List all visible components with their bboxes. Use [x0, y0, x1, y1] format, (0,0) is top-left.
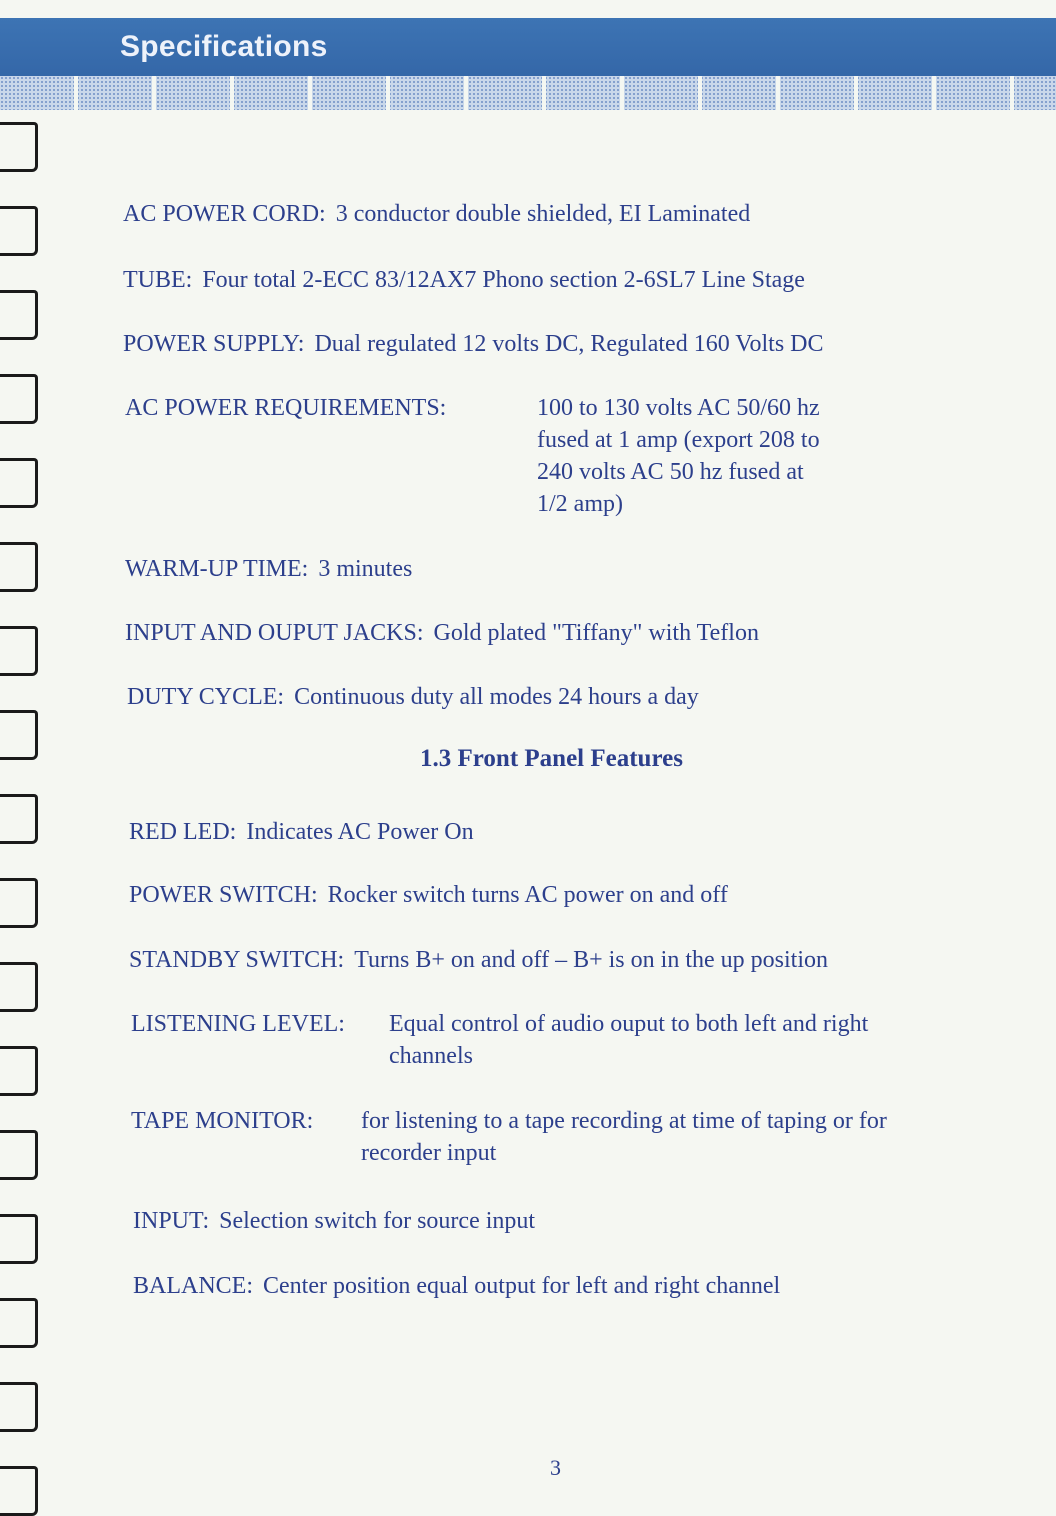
spec-label: DUTY CYCLE: [127, 684, 285, 710]
feature-value: Turns B+ on and off – B+ is on in the up position [354, 947, 828, 973]
decorative-pattern-strip [0, 76, 1056, 110]
spec-value: Four total 2-ECC 83/12AX7 Phono section 2-6SL7 Line Stage [202, 267, 805, 293]
feature-value-line: recorder input [361, 1140, 497, 1166]
spec-label: INPUT AND OUPUT JACKS: [125, 620, 424, 646]
feature-value-line: for listening to a tape recording at time of taping or for [361, 1108, 887, 1134]
spec-jacks [125, 617, 759, 649]
feature-value: Rocker switch turns AC power on and off [327, 882, 728, 908]
page-number: 3 [550, 1455, 561, 1480]
spec-duty-cycle [127, 681, 699, 713]
spec-value [537, 392, 820, 520]
feature-red-led [129, 816, 474, 848]
binding-ring [0, 962, 38, 1012]
feature-label: INPUT: [133, 1208, 210, 1234]
spec-value-line: fused at 1 amp (export 208 to [537, 427, 820, 453]
spec-ac-power-requirements [125, 392, 925, 522]
feature-value [389, 1008, 868, 1072]
binding-ring [0, 374, 38, 424]
binding-ring [0, 290, 38, 340]
feature-listening-level [131, 1008, 1011, 1074]
spec-label: AC POWER REQUIREMENTS: [125, 395, 447, 421]
feature-label: RED LED: [129, 819, 237, 845]
spec-value: 3 minutes [318, 556, 413, 582]
binding-ring [0, 794, 38, 844]
feature-value: Indicates AC Power On [246, 819, 474, 845]
spec-power-supply [123, 328, 824, 360]
feature-value [361, 1105, 887, 1169]
spec-value-line: 1/2 amp) [537, 491, 623, 517]
binding-ring [0, 1214, 38, 1264]
feature-value-line: Equal control of audio ouput to both left and right [389, 1011, 869, 1037]
binding-ring [0, 458, 38, 508]
spec-value: Continuous duty all modes 24 hours a day [294, 684, 699, 710]
spec-label: TUBE: [123, 267, 193, 293]
section-heading: 1.3 Front Panel Features [420, 745, 683, 772]
spec-value: Dual regulated 12 volts DC, Regulated 160 Volts DC [314, 331, 824, 357]
binding-ring [0, 542, 38, 592]
binding-ring [0, 878, 38, 928]
binding-ring [0, 1298, 38, 1348]
feature-standby-switch [129, 944, 828, 976]
binding-ring [0, 1466, 38, 1516]
spec-ac-power-cord [123, 198, 750, 230]
page-title: Specifications [120, 30, 328, 63]
binding-ring [0, 122, 38, 172]
feature-tape-monitor [131, 1105, 1031, 1171]
spec-value: Gold plated "Tiffany" with Teflon [433, 620, 759, 646]
feature-label: STANDBY SWITCH: [129, 947, 345, 973]
feature-label: LISTENING LEVEL: [131, 1011, 345, 1037]
spec-label: POWER SUPPLY: [123, 331, 305, 357]
binding-ring [0, 206, 38, 256]
feature-label: POWER SWITCH: [129, 882, 318, 908]
binding-ring [0, 710, 38, 760]
spec-value-line: 240 volts AC 50 hz fused at [537, 459, 804, 485]
spec-label: AC POWER CORD: [123, 201, 326, 227]
spec-label: WARM-UP TIME: [125, 556, 309, 582]
binding-ring [0, 1382, 38, 1432]
spec-warm-up-time [125, 553, 412, 585]
spec-tube [123, 264, 805, 296]
binding-ring [0, 1046, 38, 1096]
spec-value-line: 100 to 130 volts AC 50/60 hz [537, 395, 820, 421]
binding-ring [0, 1130, 38, 1180]
feature-value: Selection switch for source input [219, 1208, 536, 1234]
feature-label: TAPE MONITOR: [131, 1108, 314, 1134]
feature-value: Center position equal output for left and right channel [263, 1273, 781, 1299]
feature-label: BALANCE: [133, 1273, 253, 1299]
spec-value: 3 conductor double shielded, EI Laminated [335, 201, 751, 227]
feature-power-switch [129, 879, 728, 911]
feature-balance [133, 1270, 780, 1302]
feature-input [133, 1205, 535, 1237]
binding-ring [0, 626, 38, 676]
feature-value-line: channels [389, 1043, 473, 1069]
spiral-binding [0, 110, 42, 1512]
